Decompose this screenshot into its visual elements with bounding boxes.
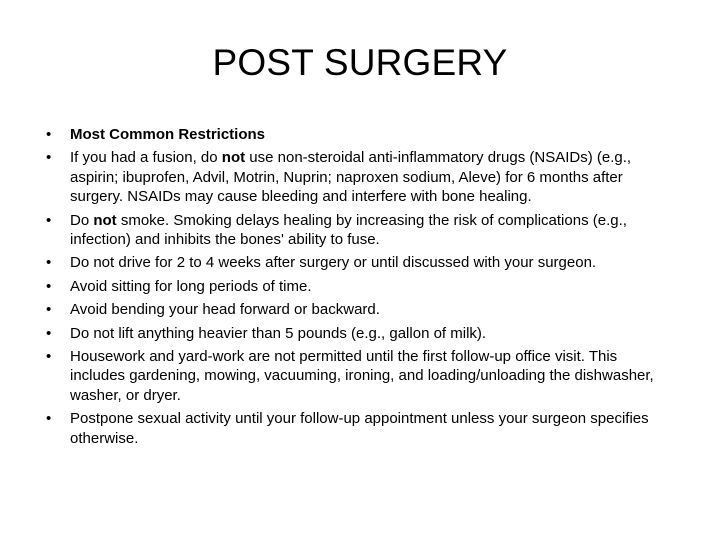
bullet-dot-icon: • [46, 126, 52, 143]
bullet-text: Do not lift anything heavier than 5 pounds (e.g., gallon of milk). [70, 324, 487, 342]
bullet-item [46, 125, 674, 144]
bullet-dot-icon: • [46, 348, 52, 366]
bullet-dot-icon: • [46, 254, 52, 272]
bullet-text-bold: not [93, 211, 117, 229]
bullet-item [46, 347, 674, 405]
bullet-text: Postpone sexual activity until your follow-up appointment unless your surgeon specifies otherwise. [70, 410, 649, 447]
bullet-text: use non-steroidal anti-inflammatory drugs (NSAIDs) (e.g., aspirin; ibuprofen, Advil, Motrin, Nuprin; naproxen sodium, Aleve) for 6 months after surgery. NSAIDs may cause bleeding and interfere with bone healing. [70, 149, 632, 206]
bullet-text-bold: not [221, 149, 246, 167]
bullet-item [46, 409, 674, 448]
bullet-text: If you had a fusion, do [70, 149, 222, 167]
bullet-dot-icon: • [46, 410, 52, 428]
bullet-text: smoke. Smoking delays healing by increasing the risk of complications (e.g., infection) and inhibits the bones' ability to fuse. [70, 211, 627, 249]
bullet-text: Avoid sitting for long periods of time. [70, 277, 312, 295]
bullet-dot-icon: • [46, 149, 52, 167]
slide-title: POST SURGERY [212, 42, 508, 83]
bullet-dot-icon: • [46, 301, 52, 319]
bullet-item [46, 211, 674, 250]
bullet-dot-icon: • [46, 324, 52, 342]
bullet-text: Do not drive for 2 to 4 weeks after surgery or until discussed with your surgeon. [70, 254, 597, 272]
bullet-dot-icon: • [46, 277, 52, 295]
bullet-item [46, 148, 674, 206]
bullet-item [46, 300, 674, 319]
bullet-text-bold: Most Common Restrictions [70, 126, 266, 143]
bullet-item [46, 253, 674, 272]
bullet-text: Avoid bending your head forward or backward. [70, 301, 380, 319]
bullet-item [46, 324, 674, 343]
bullet-item [46, 277, 674, 296]
bullet-dot-icon: • [46, 211, 52, 229]
bullet-list [46, 125, 674, 452]
bullet-text: Do [70, 211, 94, 229]
bullet-text: Housework and yard-work are not permitted until the first follow-up office visit. This includes gardening, mowing, vacuuming, ironing, and loading/unloading the dishwasher, washer, or dryer. [70, 348, 654, 404]
